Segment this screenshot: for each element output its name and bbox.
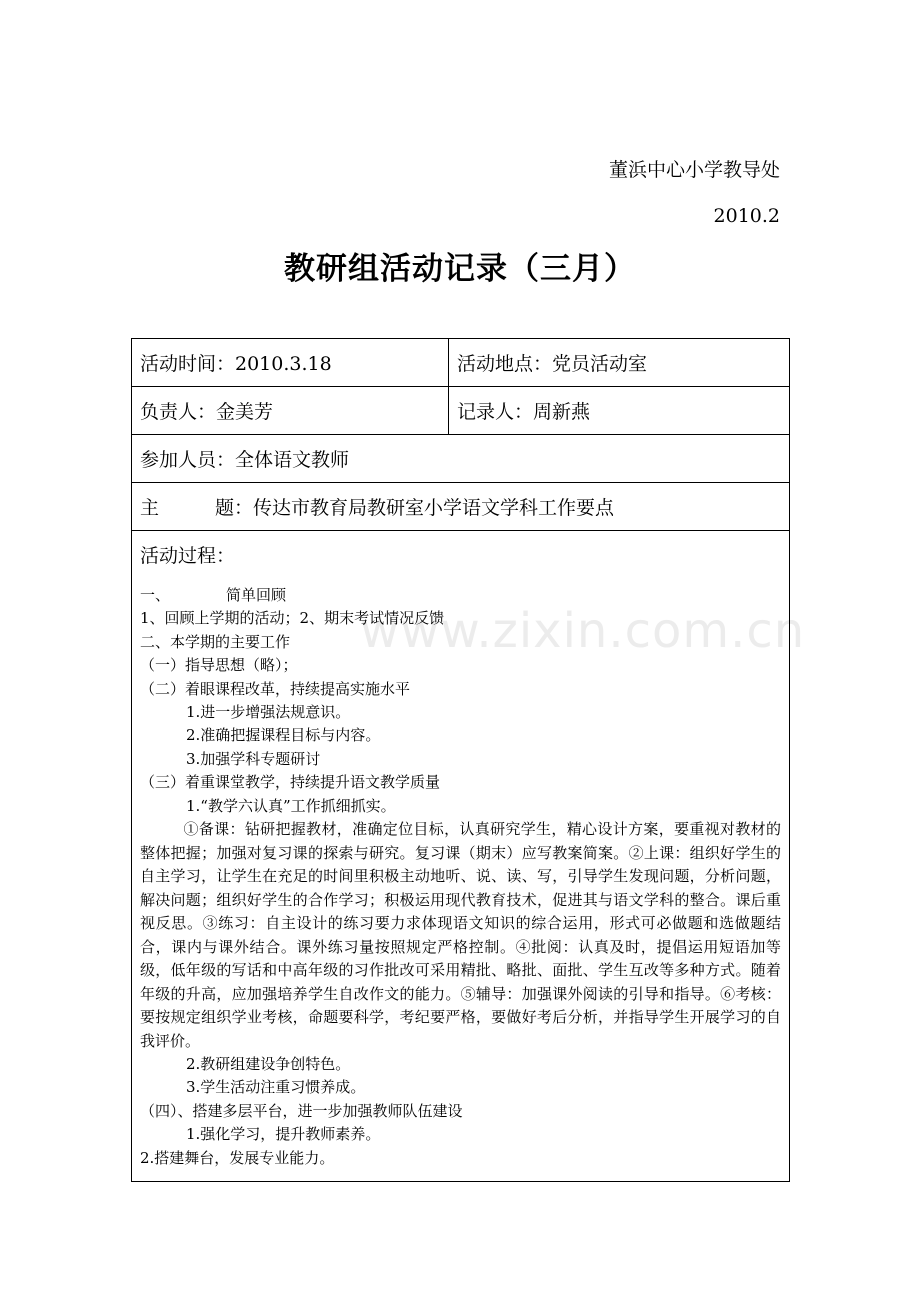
document-date: 2010.2 bbox=[713, 205, 780, 227]
process-content bbox=[140, 584, 781, 1170]
organization-name: 董浜中心小学教导处 bbox=[608, 159, 780, 181]
section-1-number: 一、 bbox=[140, 586, 171, 604]
attendees-cell: 参加人员：全体语文教师 bbox=[132, 435, 790, 483]
item-4-2: 2.搭建舞台，发展专业能力。 bbox=[140, 1148, 335, 1167]
item-1: （一）指导思想（略）； bbox=[140, 656, 298, 675]
section-1-title: 简单回顾 bbox=[226, 586, 287, 604]
topic-value: 题：传达市教育局教研室小学语文学科工作要点 bbox=[215, 497, 615, 519]
item-4-1: 1.强化学习，提升教师素养。 bbox=[186, 1125, 381, 1144]
page-title: 教研组活动记录（三月） bbox=[284, 251, 636, 287]
section-1-detail: 1、回顾上学期的活动；2、期末考试情况反馈 bbox=[140, 609, 445, 628]
activity-time-cell: 活动时间：2010.3.18 bbox=[132, 339, 449, 387]
item-3-3: 3.学生活动注重习惯养成。 bbox=[186, 1078, 366, 1097]
item-3: （三）着重课堂教学，持续提升语文教学质量 bbox=[140, 773, 441, 792]
item-3-1: 1.“教学六认真”工作抓细抓实。 bbox=[186, 796, 396, 815]
item-2: （二）着眼课程改革，持续提高实施水平 bbox=[140, 679, 411, 698]
item-2-1: 1.进一步增强法规意识。 bbox=[186, 703, 351, 722]
item-3-1-paragraph: ①备课：钻研把握教材，准确定位目标，认真研究学生，精心设计方案，要重视对教材的整体把握；加强对复习课的探索与研究。复习课（期末）应写教案简案。②上课：组织好学生的自主学习，让学生在充足的时间里积极主动地听、说、读、写，引导学生发现问题，分析问题，解决问题；组织好学生的合作学习；积极运用现代教育技术，促进其与语文学科的整合。课后重视反思。③练习：自主设计的练习要力求体现语文知识的综合运用，形式可必做题和选做题结合，课内与课外结合。课外练习量按照规定严格控制。④批阅：认真及时，提倡运用短语加等级，低年级的写话和中高年级的习作批改可采用精批、略批、面批、学生互改等多种方式。随着年级的升高，应加强培养学生自改作文的能力。⑤辅导：加强课外阅读的引导和指导。⑥考核：要按规定组织学业考核，命题要科学，考纪要严格，要做好考后分析，并指导学生开展学习的自我评价。 bbox=[140, 820, 781, 1050]
item-2-2: 2.准确把握课程目标与内容。 bbox=[186, 726, 381, 745]
section-2-title: 二、本学期的主要工作 bbox=[140, 632, 291, 651]
topic-cell bbox=[132, 483, 790, 531]
item-3-2: 2.教研组建设争创特色。 bbox=[186, 1055, 351, 1074]
item-2-3: 3.加强学科专题研讨 bbox=[186, 749, 321, 768]
process-label: 活动过程： bbox=[140, 545, 236, 567]
section-1 bbox=[140, 584, 781, 607]
recorder-cell: 记录人：周新燕 bbox=[449, 387, 790, 435]
leader-cell: 负责人：金美芳 bbox=[132, 387, 449, 435]
topic-key: 主 bbox=[140, 497, 160, 519]
process-cell bbox=[132, 531, 790, 1182]
item-4: （四）、搭建多层平台，进一步加强教师队伍建设 bbox=[140, 1101, 463, 1120]
activity-place-cell: 活动地点：党员活动室 bbox=[449, 339, 790, 387]
watermark: www.zixin.com.cn bbox=[360, 603, 806, 659]
record-table bbox=[131, 338, 790, 1182]
